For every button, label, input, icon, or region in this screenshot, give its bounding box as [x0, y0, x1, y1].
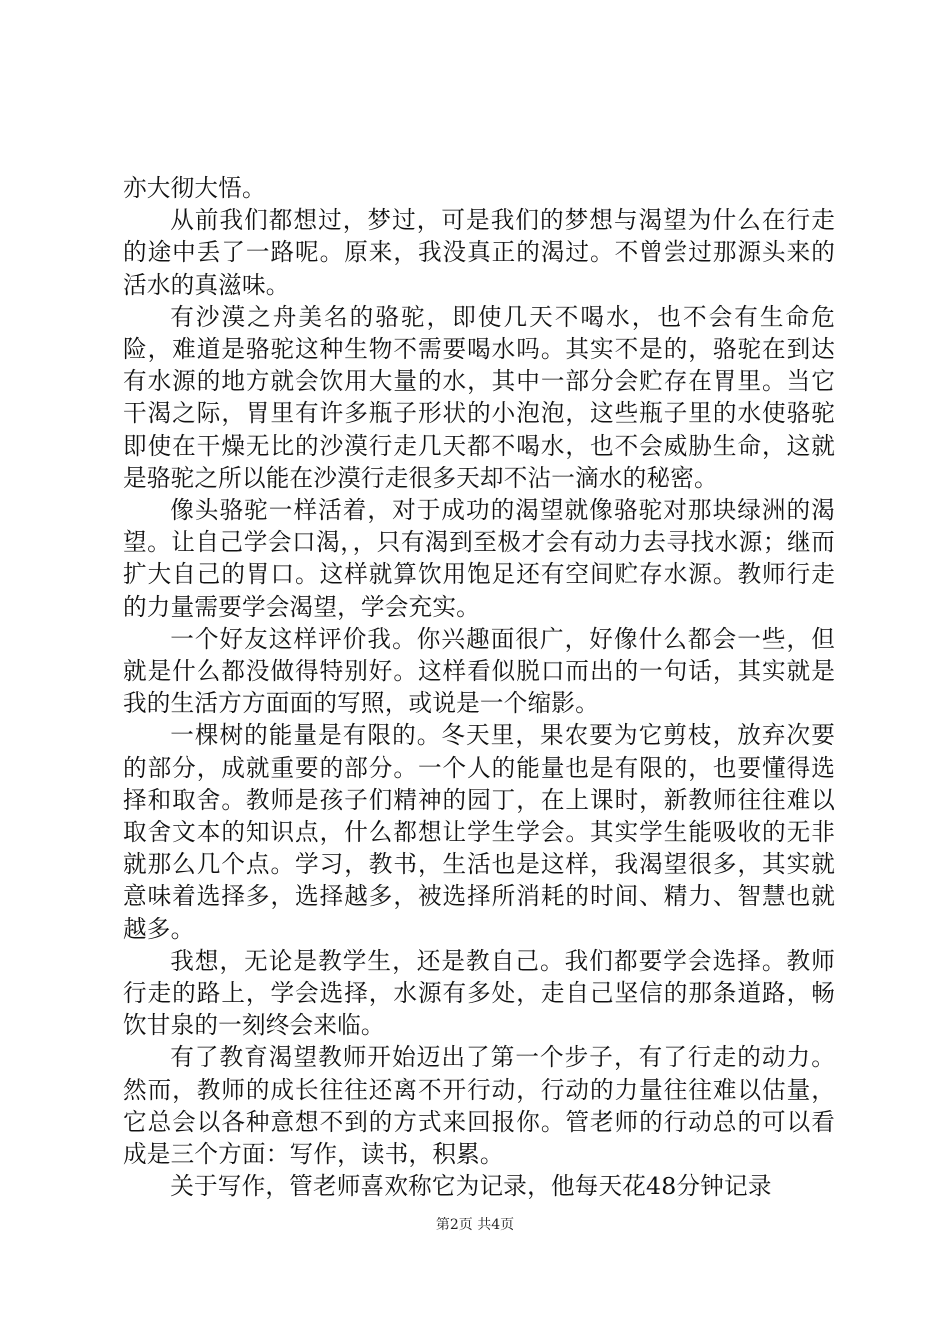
paragraph-4: 像头骆驼一样活着，对于成功的渴望就像骆驼对那块绿洲的渴望。让自己学会口渴，，只有渴到至极才会有动力去寻找水源；继而扩大自己的胃口。这样就算饮用饱足还有空间贮存水源。教师行走的力量需要学会渴望，学会充实。 [123, 496, 835, 621]
paragraph-9: 关于写作，管老师喜欢称它为记录，他每天花48分钟记录 [170, 1172, 772, 1201]
document-body [123, 172, 835, 1203]
paragraph-8: 有了教育渴望教师开始迈出了第一个步子，有了行走的动力。然而，教师的成长往往还离不开行动，行动的力量往往难以估量，它总会以各种意想不到的方式来回报你。管老师的行动总的可以看成是三个方面：写作，读书，积累。 [123, 1043, 835, 1169]
paragraph-1: 亦大彻大悟。 [123, 174, 266, 202]
paragraph-3: 有沙漠之舟美名的骆驼，即使几天不喝水，也不会有生命危险，难道是骆驼这种生物不需要喝水吗。其实不是的，骆驼在到达有水源的地方就会饮用大量的水，其中一部分会贮存在胃里。当它干渴之际，胃里有许多瓶子形状的小泡泡，这些瓶子里的水使骆驼即使在干燥无比的沙漠行走几天都不喝水，也不会威胁生命，这就是骆驼之所以能在沙漠行走很多天却不沾一滴水的秘密。 [123, 302, 835, 492]
page-number: 第2页 共4页 [435, 1217, 515, 1233]
paragraph-5: 一个好友这样评价我。你兴趣面很广，好像什么都会一些，但就是什么都没做得特别好。这样看似脱口而出的一句话，其实就是我的生活方方面面的写照，或说是一个缩影。 [123, 624, 835, 718]
paragraph-2: 从前我们都想过，梦过，可是我们的梦想与渴望为什么在行走的途中丢了一路呢。原来，我没真正的渴过。不曾尝过那源头来的活水的真滋味。 [123, 206, 835, 299]
paragraph-7: 我想，无论是教学生，还是教自己。我们都要学会选择。教师行走的路上，学会选择，水源有多处，走自己坚信的那条道路，畅饮甘泉的一刻终会来临。 [123, 946, 835, 1040]
paragraph-6: 一棵树的能量是有限的。冬天里，果农要为它剪枝，放弃次要的部分，成就重要的部分。一个人的能量也是有限的，也要懂得选择和取舍。教师是孩子们精神的园丁，在上课时，新教师往往难以取舍文本的知识点，什么都想让学生学会。其实学生能吸收的无非就那么几个点。学习，教书，生活也是这样，我渴望很多，其实就意味着选择多，选择越多，被选择所消耗的时间、精力、智慧也就越多。 [123, 721, 835, 943]
